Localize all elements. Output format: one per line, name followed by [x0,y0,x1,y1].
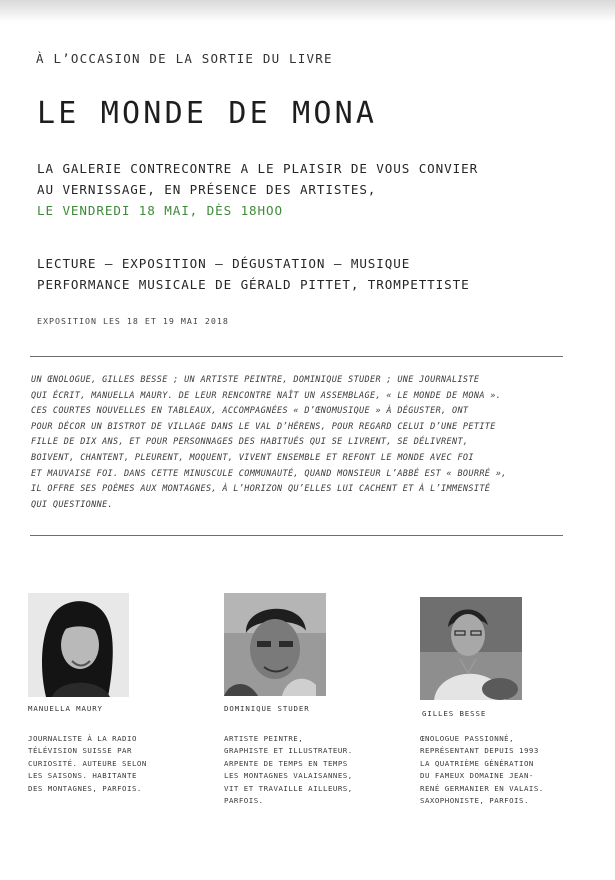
bio-line: SAXOPHONISTE, PARFOIS. [420,796,529,806]
bio-line: LES SAISONS. HABITANTE [28,771,137,781]
description-line: UN ŒNOLOGUE, GILLES BESSE ; UN ARTISTE PEINTRE, DOMINIQUE STUDER ; UNE JOURNALISTE [31,375,480,385]
artist-bio [28,733,178,795]
invitation-line-2: AU VERNISSAGE, EN PRÉSENCE DES ARTISTES, [37,182,377,197]
bio-line: ARPENTE DE TEMPS EN TEMPS [224,758,348,768]
bio-line: TÉLÉVISION SUISSE PAR [28,746,132,756]
bio-line: DES MONTAGNES, PARFOIS. [28,783,142,793]
bio-line: REPRÉSENTANT DEPUIS 1993 [420,746,539,756]
bio-line: DU FAMEUX DOMAINE JEAN- [420,771,534,781]
invitation-block [37,158,597,221]
description-line: IL OFFRE SES POÈMES AUX MONTAGNES, À L’HORIZON QU’ELLES LUI CACHENT ET À L’IMMENSITÉ [31,484,491,495]
description-line: QUI ÉCRIT, MANUELLA MAURY. DE LEUR RENCONTRE NAÎT UN ASSEMBLAGE, « LE MONDE DE MONA ». [31,390,502,401]
bio-line: ARTISTE PEINTRE, [224,734,304,743]
artist-name: MANUELLA MAURY [28,704,103,713]
photo-gilles-besse [420,597,522,700]
bio-line: CURIOSITÉ. AUTEURE SELON [28,758,147,768]
top-shadow [0,0,615,22]
description-line: QUI QUESTIONNE. [31,499,114,510]
description-line: ET MAUVAISE FOI. DANS CETTE MINUSCULE COMMUNAUTÉ, QUAND MONSIEUR L’ABBÉ EST « BOURRÉ », [31,468,507,479]
exhibition-dates: EXPOSITION LES 18 ET 19 MAI 2018 [37,316,229,326]
description-line: POUR DÉCOR UN BISTROT DE VILLAGE DANS LE VAL D’HÉRENS, POUR REGARD CELUI D’UNE PETITE [31,421,496,432]
divider-top [30,356,563,357]
artist-name: DOMINIQUE STUDER [224,704,310,713]
bio-line: VIT ET TRAVAILLE AILLEURS, [224,783,353,793]
photo-manuella-maury [28,593,129,697]
photo-dominique-studer [224,593,326,696]
description-line: BOIVENT, CHANTENT, PLEURENT, MOQUENT, VIVENT ENSEMBLE ET REFONT LE MONDE AVEC FOI [31,452,474,463]
bio-line: PARFOIS. [224,796,264,806]
description-line: CES COURTES NOUVELLES EN TABLEAUX, ACCOMPAGNÉES « D’ŒNOMUSIQUE » À DÉGUSTER, ONT [31,406,469,417]
bio-line: LES MONTAGNES VALAISANNES, [224,771,353,781]
artist-bio [420,733,570,807]
page-title: LE MONDE DE MONA [37,96,378,131]
invitation-date: LE VENDREDI 18 MAI, DÈS 18HOO [37,203,283,218]
program-block [37,253,597,295]
bio-line: GRAPHISTE ET ILLUSTRATEUR. [224,746,353,756]
bio-line: RENÉ GERMANIER EN VALAIS. [420,783,544,793]
divider-bottom [30,535,563,536]
bio-line: JOURNALISTE À LA RADIO [28,734,137,743]
program-line-1: LECTURE — EXPOSITION — DÉGUSTATION — MUSIQUE [37,256,411,271]
occasion-line: À L’OCCASION DE LA SORTIE DU LIVRE [36,51,333,66]
bio-line: ŒNOLOGUE PASSIONNÉ, [420,734,515,743]
description-line: FILLE DE DIX ANS, ET POUR PERSONNAGES DES HABITUÉS QUI SE LIVRENT, SE DÉLIVRENT, [31,437,469,448]
artist-name: GILLES BESSE [422,709,487,718]
invitation-line-1: LA GALERIE CONTRECONTRE A LE PLAISIR DE VOUS CONVIER [37,161,479,176]
description-paragraph [31,373,569,513]
program-line-2: PERFORMANCE MUSICALE DE GÉRALD PITTET, TROMPETTISTE [37,277,470,292]
bio-line: LA QUATRIÈME GÉNÉRATION [420,758,534,768]
artist-bio [224,733,374,807]
